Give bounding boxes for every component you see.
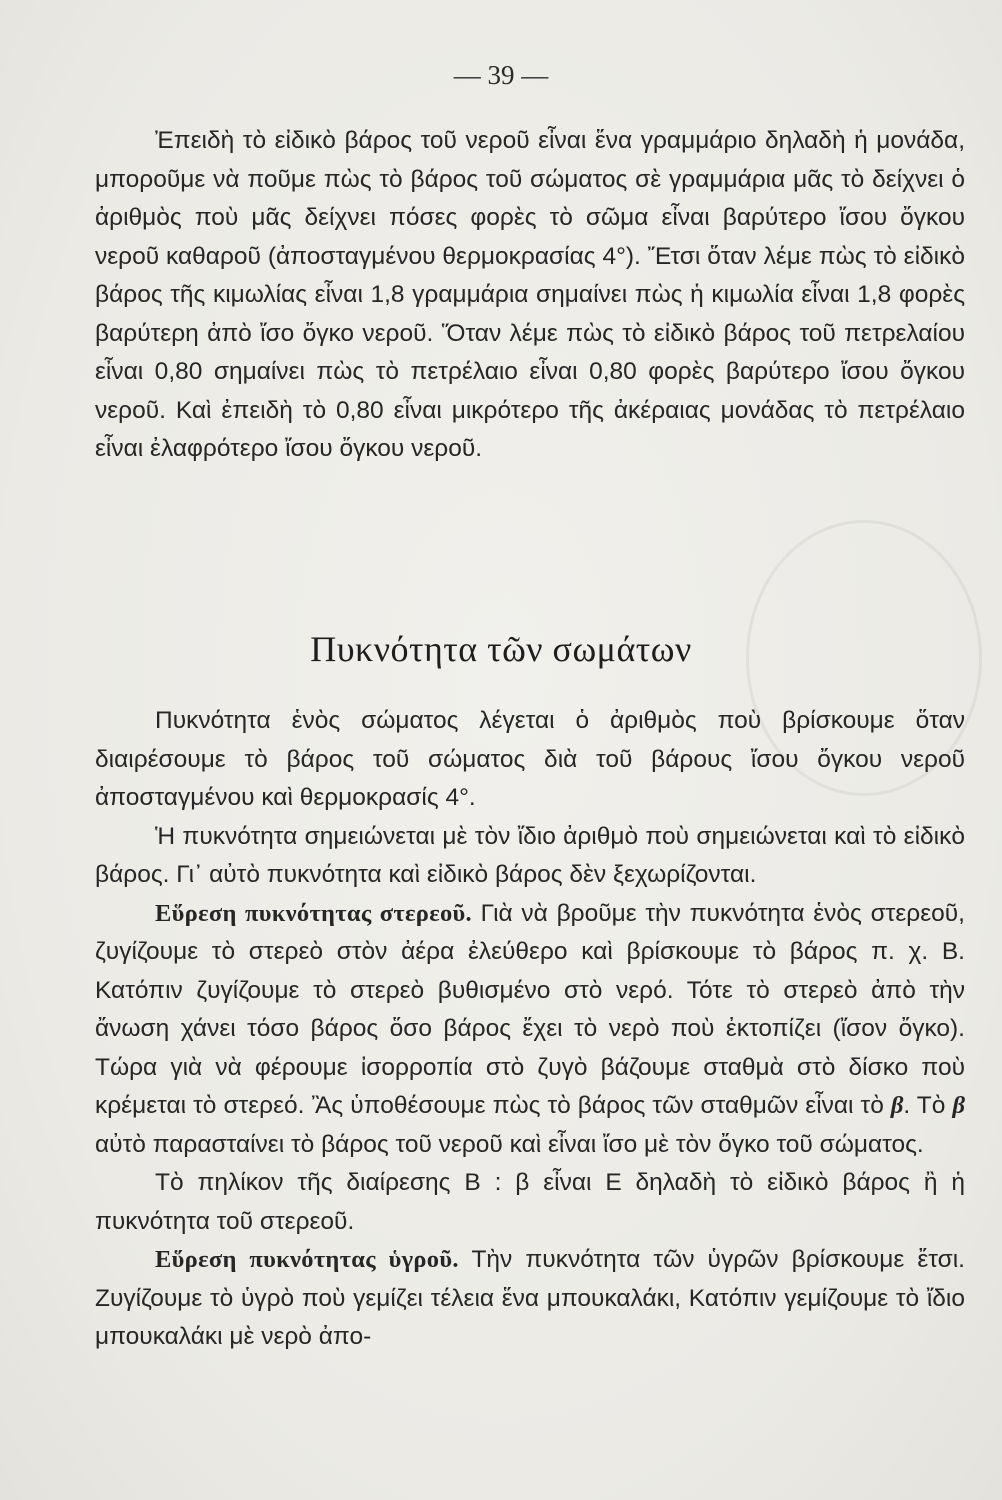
page-number: — 39 — bbox=[453, 60, 549, 90]
paragraph-quotient: Τὸ πηλίκον τῆς διαίρεσης Β : β εἶναι Ε δηλαδὴ τὸ εἰδικὸ βάρος ἢ ἡ πυκνότητα τοῦ στερεοῦ. bbox=[95, 1169, 965, 1235]
solid-density-text-b: . Τὸ bbox=[903, 1092, 946, 1119]
paragraph-solid-density bbox=[95, 895, 965, 1165]
text-block-specific-weight bbox=[95, 122, 965, 469]
liquid-density-title: Εὕρεση πυκνότητας ὑγροῦ. bbox=[155, 1246, 459, 1273]
beta-symbol: β bbox=[952, 1092, 965, 1119]
paragraph-liquid-density bbox=[95, 1241, 965, 1357]
solid-density-title: Εὕρεση πυκνότητας στερεοῦ. bbox=[155, 899, 472, 927]
solid-density-text-a: Γιὰ νὰ βροῦμε τὴν πυκνότητα ἑνὸς στερεοῦ, ζυγίζουμε τὸ στερεὸ στὸν ἀέρα ἐλεύθερο καὶ βρίσκουμε τὸ βάρος π. χ. Β. Κατόπιν ζυγίζουμε τὸ στερεὸ βυθισμένο στὸ νερό. Τότε τὸ στερεὸ ἀπὸ τὴν ἄνωση χάνει τόσο βάρος ὅσο βάρος ἔχει τὸ νερὸ ποὺ ἐκτοπίζει (ἴσον ὄγκο). Τώρα γιὰ νὰ φέρουμε ἰσορροπία στὸ ζυγὸ βάζουμε σταθμὰ στὸ δίσκο ποὺ κρέμεται τὸ στερεό. Ἂς ὑποθέσουμε πὼς τὸ βάρος τῶν σταθμῶν εἶναι τὸ bbox=[95, 899, 965, 1119]
section-heading: Πυκνότητα τῶν σωμάτων bbox=[310, 629, 692, 669]
beta-symbol: β bbox=[890, 1092, 904, 1119]
paragraph-density-definition: Πυκνότητα ἑνὸς σώματος λέγεται ὁ ἀριθμὸς ποὺ βρίσκουμε ὅταν διαιρέσουμε τὸ βάρος τοῦ σώματος διὰ τοῦ βάρους ἴσου ὄγκου νεροῦ ἀποσταγμένου καὶ θερμοκρασίς 4°. bbox=[95, 707, 965, 811]
paragraph-specific-weight: Ἐπειδὴ τὸ εἰδικὸ βάρος τοῦ νεροῦ εἶναι ἕνα γραμμάριο δηλαδὴ ἡ μονάδα, μποροῦμε νὰ ποῦμε πὼς τὸ βάρος τοῦ σώματος σὲ γραμμάρια μᾶς τὸ δείχνει ὁ ἀριθμὸς ποὺ μᾶς δείχνει πόσες φορὲς τὸ σῶμα εἶναι βαρύτερο ἴσου ὄγκου νεροῦ καθαροῦ (ἀποσταγμένου θερμοκρασίας 4°). Ἔτσι ὅταν λέμε πὼς τὸ εἰδικὸ βάρος τῆς κιμωλίας εἶναι 1,8 γραμμάρια σημαίνει πὼς ἡ κιμωλία εἶναι 1,8 φορὲς βαρύτερη ἀπὸ ἴσο ὄγκο νεροῦ. Ὅταν λέμε πὼς τὸ εἰδικὸ βάρος τοῦ πετρελαίου εἶναι 0,80 σημαίνει πὼς τὸ πετρέλαιο εἶναι 0,80 φορὲς βαρύτερο ἴσου ὄγκου νεροῦ. Καὶ ἐπειδὴ τὸ 0,80 εἶναι μικρότερο τῆς ἀκέραιας μονάδας τὸ πετρέλαιο εἶναι ἐλαφρότερο ἴσου ὄγκου νεροῦ. bbox=[95, 127, 965, 462]
liquid-density-text: Τὴν πυκνότητα τῶν ὑγρῶν βρίσκουμε ἔτσι. Ζυγίζουμε τὸ ὑγρὸ ποὺ γεμίζει τέλεια ἕνα μπουκαλάκι, Κατόπιν γεμίζουμε τὸ ἴδιο μπουκαλάκι μὲ νερὸ ἀπο- bbox=[95, 1246, 965, 1350]
text-block-density bbox=[95, 702, 965, 1357]
paragraph-density-notation: Ἡ πυκνότητα σημειώνεται μὲ τὸν ἴδιο ἀριθμὸ ποὺ σημειώνεται καὶ τὸ εἰδικὸ βάρος. Γι᾿ αὐτὸ πυκνότητα καὶ εἰδικὸ βάρος δὲν ξεχωρίζονται. bbox=[95, 822, 965, 888]
solid-density-text-c: αὐτὸ παρασταίνει τὸ βάρος τοῦ νεροῦ καὶ εἶναι ἴσο μὲ τὸν ὄγκο τοῦ σώματος. bbox=[95, 1130, 924, 1158]
